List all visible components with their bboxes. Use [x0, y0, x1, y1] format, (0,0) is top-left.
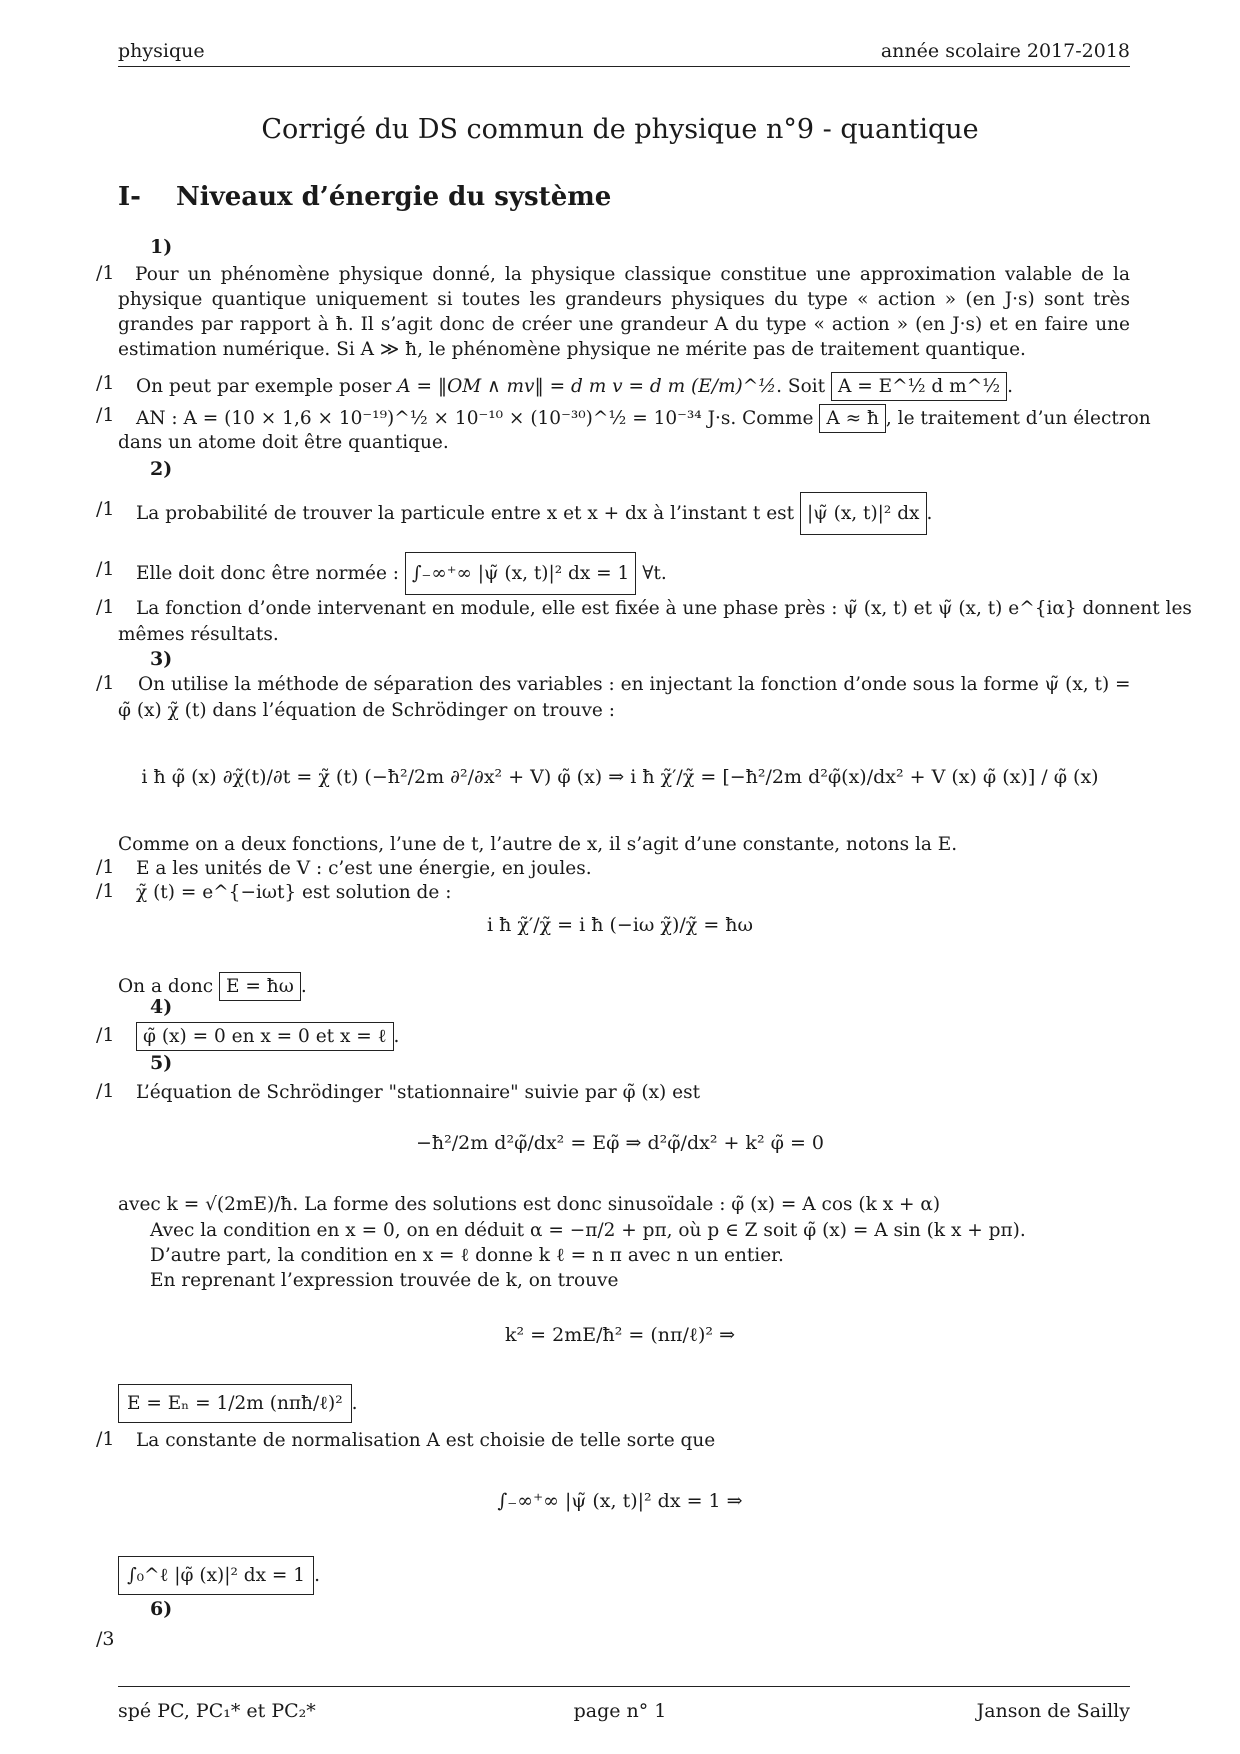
equation-normalisation: ∫₋∞⁺∞ |ψ̃ (x, t)|² dx = 1 ⇒ — [497, 1490, 743, 1512]
mark: /1 — [96, 1024, 115, 1046]
q2-p2-rest: ∀t. — [642, 563, 667, 584]
q5-normalisation-result: ∫₀^ℓ |φ̃ (x)|² dx = 1 . — [118, 1556, 320, 1595]
page-title: Corrigé du DS commun de physique n°9 - quantique — [261, 114, 979, 145]
q3-p5-text: On a donc — [118, 976, 214, 997]
q3-paragraph-4: χ̃ (t) = e^{−iωt} est solution de : — [136, 882, 452, 903]
section-title: Niveaux d’énergie du système — [176, 182, 612, 212]
footer-right: Janson de Sailly — [976, 1700, 1130, 1722]
footer-left: spé PC, PC₁* et PC₂* — [118, 1700, 316, 1722]
equation-schrodinger-separation: i ħ φ̃ (x) ∂χ̃(t)/∂t = χ̃ (t) (−ħ²/2m ∂²/∂x² + V) φ̃ (x) ⇒ i ħ χ̃′/χ̃ = [−ħ²/2m d²φ̃(x)/dx² + V (x) φ̃ (x)] / φ̃ (x) — [141, 766, 1099, 788]
footer-page-number: page n° 1 — [573, 1700, 667, 1722]
question-3-label: 3) — [150, 648, 173, 670]
q5-paragraph-6: La constante de normalisation A est choisie de telle sorte que — [136, 1430, 716, 1451]
q1-p3-an: AN : A = (10 × 1,6 × 10⁻¹⁹)^½ × 10⁻¹⁰ × (10⁻³⁰)^½ = 10⁻³⁴ J·s. Comme — [136, 408, 814, 429]
q2-p2-text: Elle doit donc être normée : — [136, 563, 400, 584]
q5-paragraph-3: Avec la condition en x = 0, on en déduit α = −π/2 + pπ, où p ∈ Z soit φ̃ (x) = A sin (k x + pπ). — [150, 1220, 1026, 1241]
mark: /1 — [96, 1428, 115, 1450]
mark: /1 — [96, 404, 115, 426]
q1-paragraph-3 — [136, 404, 1151, 433]
result-box: |ψ̃ (x, t)|² dx — [800, 492, 927, 535]
mark: /3 — [96, 1628, 115, 1650]
mark: /1 — [96, 262, 115, 284]
header-rule — [118, 66, 1130, 67]
result-box: A = E^½ d m^½ — [831, 372, 1007, 401]
q2-paragraph-1: La probabilité de trouver la particule entre x et x + dx à l’instant t est |ψ̃ (x, t)|² dx . — [136, 492, 932, 535]
mark: /1 — [96, 856, 115, 878]
q5-energy-result: E = Eₙ = 1/2m (nπħ/ℓ)² . — [118, 1384, 358, 1423]
result-box: ∫₋∞⁺∞ |ψ̃ (x, t)|² dx = 1 — [405, 552, 636, 595]
q2-p3-line1: La fonction d’onde intervenant en module, elle est fixée à une phase près : ψ̃ (x, t) et ψ̃ (x, t) e^{iα} donnent les — [136, 598, 1192, 619]
q1-p3-rest: , le traitement d’un électron — [885, 408, 1151, 429]
mark: /1 — [96, 1080, 115, 1102]
q3-p1-line2: φ̃ (x) χ̃ (t) dans l’équation de Schrödinger on trouve : — [118, 700, 615, 721]
result-box: φ̃ (x) = 0 en x = 0 et x = ℓ — [136, 1022, 394, 1051]
question-1-label: 1) — [150, 236, 173, 258]
result-box: A ≈ ħ — [819, 404, 886, 433]
q5-paragraph-2: avec k = √(2mE)/ħ. La forme des solutions est donc sinusoïdale : φ̃ (x) = A cos (k x + α) — [118, 1194, 941, 1215]
header-right: année scolaire 2017-2018 — [880, 40, 1130, 62]
result-box: E = Eₙ = 1/2m (nπħ/ℓ)² — [118, 1384, 352, 1423]
q3-paragraph-5: On a donc E = ħω . — [118, 972, 307, 1001]
q1-paragraph-2: On peut par exemple poser A = ‖OM ∧ mv‖ = d m v = d m (E/m)^½. Soit A = E^½ d m^½ . — [136, 372, 1013, 401]
mark: /1 — [96, 596, 115, 618]
mark: /1 — [96, 672, 115, 694]
equation-chi: i ħ χ̃′/χ̃ = i ħ (−iω χ̃)/χ̃ = ħω — [486, 914, 754, 936]
q1-p2-soit: . Soit — [776, 376, 826, 397]
q1-p2-eq: A = ‖OM ∧ mv‖ = d m v = d m (E/m)^½ — [397, 376, 777, 397]
header-left: physique — [118, 40, 205, 62]
q2-p1-text: La probabilité de trouver la particule entre x et x + dx à l’instant t est — [136, 503, 795, 524]
q3-paragraph-3: E a les unités de V : c’est une énergie, en joules. — [136, 858, 592, 879]
q3-paragraph-2: Comme on a deux fonctions, l’une de t, l’autre de x, il s’agit d’une constante, notons la E. — [118, 834, 958, 855]
question-6-label: 6) — [150, 1598, 173, 1620]
q1-p2-text: On peut par exemple poser — [136, 376, 392, 397]
mark: /1 — [96, 880, 115, 902]
q5-paragraph-1: L’équation de Schrödinger "stationnaire" suivie par φ̃ (x) est — [136, 1082, 701, 1103]
mark: /1 — [96, 558, 115, 580]
q1-paragraph-1: Pour un phénomène physique donné, la physique classique constitue une approximation valable de la physique quantique uniquement si toutes les grandeurs physiques du type « action » (en J·s) sont très grandes par rapport à ħ. Il s’agit donc de créer une grandeur A du type « action » (en J·s) et en faire une estimation numérique. Si A ≫ ħ, le phénomène physique ne mérite pas de traitement quantique. — [118, 264, 1130, 360]
q5-paragraph-5: En reprenant l’expression trouvée de k, on trouve — [150, 1270, 619, 1291]
result-box: ∫₀^ℓ |φ̃ (x)|² dx = 1 — [118, 1556, 314, 1595]
q4-answer: φ̃ (x) = 0 en x = 0 et x = ℓ . — [136, 1022, 399, 1051]
question-2-label: 2) — [150, 458, 173, 480]
question-5-label: 5) — [150, 1052, 173, 1074]
q2-paragraph-2 — [136, 552, 667, 595]
equation-stationary: −ħ²/2m d²φ̃/dx² = Eφ̃ ⇒ d²φ̃/dx² + k² φ̃ = 0 — [415, 1132, 824, 1154]
q2-p3-line2: mêmes résultats. — [118, 624, 279, 645]
mark: /1 — [96, 498, 115, 520]
section-number: I- — [118, 182, 141, 212]
footer-rule — [118, 1686, 1130, 1687]
q3-p1-line1: On utilise la méthode de séparation des variables : en injectant la fonction d’onde sous la forme ψ̃ (x, t) = — [138, 674, 1131, 695]
q1-p3-line2: dans un atome doit être quantique. — [118, 432, 449, 453]
equation-k-squared: k² = 2mE/ħ² = (nπ/ℓ)² ⇒ — [505, 1324, 735, 1346]
q5-paragraph-4: D’autre part, la condition en x = ℓ donne k ℓ = n π avec n un entier. — [150, 1245, 784, 1266]
question-4-label: 4) — [150, 996, 173, 1018]
result-box: E = ħω — [219, 972, 301, 1001]
mark: /1 — [96, 372, 115, 394]
